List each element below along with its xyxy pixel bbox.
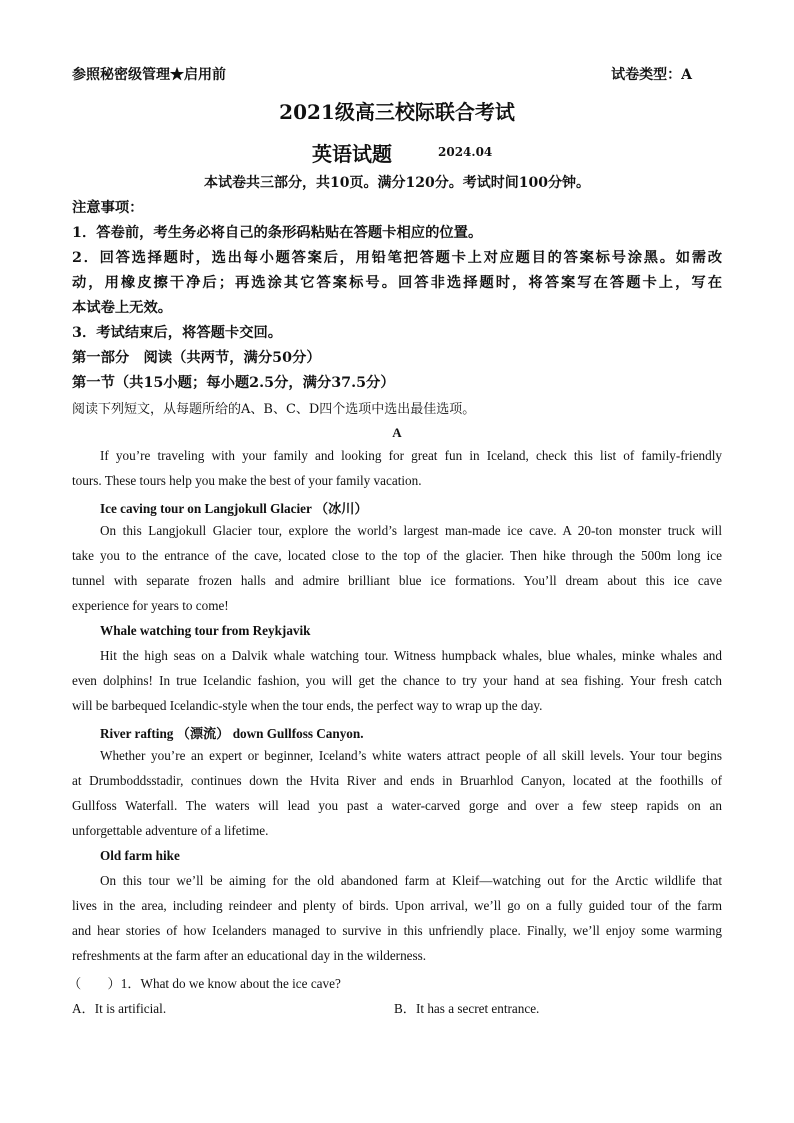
whale-line-1: Hit the high seas on a Dalvik whale watching tour. Witness humpback whales, blue whales, minke whales and (100, 648, 722, 663)
rafting-line-4: unforgettable adventure of a lifetime. (72, 823, 269, 838)
intro-line-2: tours. These tours help you make the best of your family vacation. (72, 473, 422, 488)
intro-line-1: If you’re traveling with your family and looking for great fun in Iceland, check this list of family-friendly (100, 448, 722, 463)
passage-label: A (392, 425, 402, 440)
question-1-option-b: B．It has a secret entrance. (394, 1001, 540, 1016)
paper-type: 试卷类型：A (611, 67, 692, 83)
paper-description: 本试卷共三部分，共10页。满分120分。考试时间100分钟。 (204, 175, 590, 191)
header-top-line (72, 64, 722, 84)
ice-caving-line-2: take you to the entrance of the cave, located close to the top of the glacier. Then hike through the 500m long ice (72, 548, 722, 563)
part-1-title: 第一部分 阅读（共两节，满分50分） (72, 350, 321, 366)
notice-item-2-line-2: 动，用橡皮擦干净后；再选涂其它答案标号。回答非选择题时，将答案写在答题卡上，写在 (72, 275, 722, 291)
rafting-line-1: Whether you’re an expert or beginner, Iceland’s white waters attract people of all skill levels. Your tour begins (100, 748, 722, 763)
notice-item-2-line-1: 2．回答选择题时，选出每小题答案后，用铅笔把答题卡上对应题目的答案标号涂黑。如需改 (72, 250, 722, 266)
whale-line-3: will be barbequed Icelandic-style when the tour ends, the perfect way to wrap up the day. (72, 698, 543, 713)
farm-line-3: and hear stories of how Icelanders managed to survive in this unfriendly place. Finally, we’ll enjoy some warming (72, 923, 722, 938)
section-1-title: 第一节（共15小题；每小题2.5分，满分37.5分） (72, 375, 395, 391)
farm-line-2: lives in the area, including reindeer and plenty of birds. Upon arrival, we’ll go on a fully guided tour of the farm (72, 898, 722, 913)
subject-title: 英语试题 (312, 142, 392, 166)
ice-caving-line-4: experience for years to come! (72, 598, 229, 613)
reading-instruction: 阅读下列短文，从每题所给的A、B、C、D四个选项中选出最佳选项。 (72, 402, 476, 417)
heading-whale-watching: Whale watching tour from Reykjavik (100, 623, 311, 638)
notice-title: 注意事项： (72, 200, 144, 216)
question-1-option-a: A．It is artificial. (72, 1001, 167, 1016)
heading-old-farm: Old farm hike (100, 848, 180, 863)
rafting-line-2: at Drumboddsstadir, continues down the Hvita River and ends in Bruarhlod Canyon, located at the foothills of (72, 773, 722, 788)
heading-river-rafting: River rafting （漂流） down Gullfoss Canyon. (100, 726, 364, 741)
whale-line-2: even dolphins! In true Icelandic fashion, you will get the chance to try your hand at sea fishing. Your fresh catch (72, 673, 722, 688)
farm-line-4: refreshments at the farm after an educational day in the wilderness. (72, 948, 427, 963)
notice-item-1: 1．答卷前，考生务必将自己的条形码粘贴在答题卡相应的位置。 (72, 225, 483, 241)
notice-item-3: 3．考试结束后，将答题卡交回。 (72, 325, 283, 341)
notice-item-2-line-3: 本试卷上无效。 (72, 300, 173, 316)
ice-caving-line-1: On this Langjokull Glacier tour, explore the world’s largest man-made ice cave. A 20-ton monster truck will (100, 523, 722, 538)
heading-ice-caving: Ice caving tour on Langjokull Glacier （冰川） (100, 501, 368, 516)
secret-note: 参照秘密级管理★启用前 (72, 67, 226, 83)
ice-caving-line-3: tunnel with separate frozen halls and admire brilliant blue ice formations. You’ll dream about this ice cave (72, 573, 722, 588)
farm-line-1: On this tour we’ll be aiming for the old abandoned farm at Kleif—watching out for the Arctic wildlife that (100, 873, 722, 888)
exam-date: 2024.04 (438, 145, 493, 159)
exam-title: 2021级高三校际联合考试 (279, 100, 515, 124)
question-1-stem: （ ）1．What do we know about the ice cave? (68, 976, 341, 991)
rafting-line-3: Gullfoss Waterfall. The waters will lead you past a water-carved gorge and over a few steep rapids on an (72, 798, 722, 813)
